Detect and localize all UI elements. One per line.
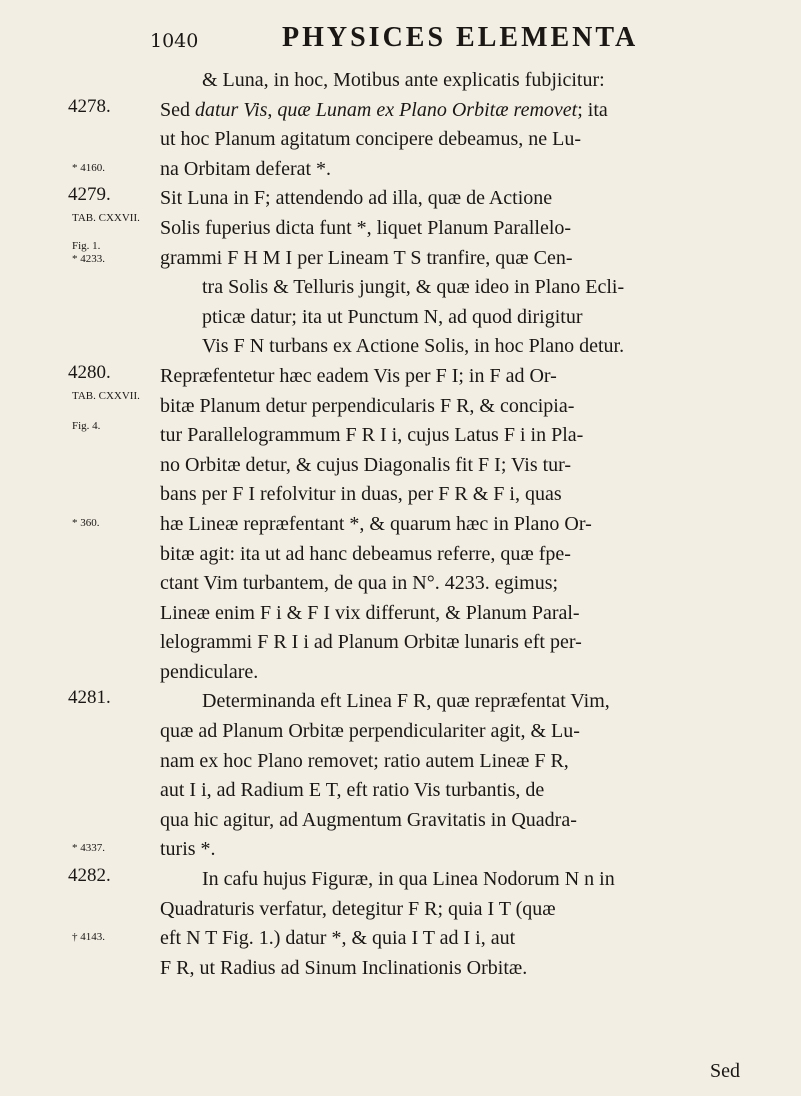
paragraph-number: 4278. <box>68 95 111 117</box>
text-line: ctant Vim turbantem, de qua in N°. 4233. egimus; <box>160 572 559 595</box>
text-line: Vis F N turbans ex Actione Solis, in hoc Plano detur. <box>202 335 625 358</box>
text-line: Lineæ enim F i & F I vix differunt, & Planum Paral- <box>160 601 580 624</box>
margin-note: * 360. <box>72 516 100 529</box>
paragraph-4281 <box>68 687 760 865</box>
page-number: 1040 <box>150 30 199 52</box>
margin-note-fig: Fig. 4. <box>72 419 101 432</box>
text-line: Solis fuperius dicta funt *, liquet Planum Parallelo- <box>160 216 572 239</box>
text-line: & Luna, in hoc, Motibus ante explicatis fubjicitur: <box>202 69 605 91</box>
catchword: Sed <box>710 1060 740 1082</box>
text-line: Determinanda eft Linea F R, quæ repræfentat Vim, <box>202 690 610 713</box>
margin-note: * 4337. <box>72 842 105 855</box>
text-line: pticæ datur; ita ut Punctum N, ad quod dirigitur <box>202 305 583 328</box>
text-line: no Orbitæ detur, & cujus Diagonalis fit F I; Vis tur- <box>160 453 572 476</box>
paragraph-number: 4280. <box>68 361 111 383</box>
margin-note-fig: Fig. 1. <box>72 240 101 253</box>
text-line: aut I i, ad Radium E T, eft ratio Vis turbantis, de <box>160 779 545 802</box>
text-body <box>68 66 760 983</box>
text-line: pendiculare. <box>160 660 259 683</box>
text-line: In cafu hujus Figuræ, in qua Linea Nodorum N n in <box>202 868 615 891</box>
margin-note-tab: TAB. CXXVII. <box>72 389 140 402</box>
text-line: hæ Lineæ repræfentant *, & quarum hæc in Plano Or- <box>160 512 592 535</box>
paragraph-4278 <box>68 95 760 185</box>
text-line: Sed datur Vis, quæ Lunam ex Plano Orbitæ removet; ita <box>160 98 608 121</box>
running-title: PHYSICES ELEMENTA <box>282 22 639 53</box>
text-line: Sit Luna in F; attendendo ad illa, quæ de Actione <box>160 187 553 210</box>
text-line: ut hoc Planum agitatum concipere debeamus, ne Lu- <box>160 128 581 151</box>
text-line: tra Solis & Telluris jungit, & quæ ideo in Plano Ecli- <box>202 276 625 299</box>
text-line: qua hic agitur, ad Augmentum Gravitatis in Quadra- <box>160 808 577 831</box>
margin-note: * 4160. <box>72 161 105 174</box>
paragraph-number: 4279. <box>68 184 111 206</box>
text-line: bitæ Planum detur perpendicularis F R, & concipia- <box>160 394 575 417</box>
text-line: Repræfentetur hæc eadem Vis per F I; in F ad Or- <box>160 364 557 387</box>
paragraph-4282 <box>68 865 760 983</box>
text-line: Quadraturis verfatur, detegitur F R; quia I T (quæ <box>160 897 556 920</box>
margin-note: † 4143. <box>72 931 105 944</box>
paragraph-4279 <box>68 184 760 362</box>
paragraph-continuation <box>160 66 760 96</box>
text-line: lelogrammi F R I i ad Planum Orbitæ lunaris eft per- <box>160 631 582 654</box>
paragraph-number: 4281. <box>68 687 111 709</box>
paragraph-4280 <box>68 361 760 688</box>
text-line: quæ ad Planum Orbitæ perpendiculariter agit, & Lu- <box>160 720 580 743</box>
margin-note-tab: TAB. CXXVII. <box>72 212 140 225</box>
page-header <box>150 20 710 60</box>
text-line: nam ex hoc Plano removet; ratio autem Lineæ F R, <box>160 749 569 772</box>
margin-note: * 4233. <box>72 253 105 266</box>
text-line: grammi F H M I per Lineam T S tranfire, quæ Cen- <box>160 246 573 269</box>
text-line: eft N T Fig. 1.) datur *, & quia I T ad I i, aut <box>160 927 516 950</box>
text-line: na Orbitam deferat *. <box>160 157 332 180</box>
text-line: tur Parallelogrammum F R I i, cujus Latus F i in Pla- <box>160 424 584 447</box>
text-line: bitæ agit: ita ut ad hanc debeamus referre, quæ fpe- <box>160 542 571 565</box>
text-line: bans per F I refolvitur in duas, per F R & F i, quas <box>160 483 562 506</box>
text-line: turis *. <box>160 838 216 861</box>
paragraph-number: 4282. <box>68 865 111 887</box>
text-line: F R, ut Radius ad Sinum Inclinationis Orbitæ. <box>160 956 528 979</box>
